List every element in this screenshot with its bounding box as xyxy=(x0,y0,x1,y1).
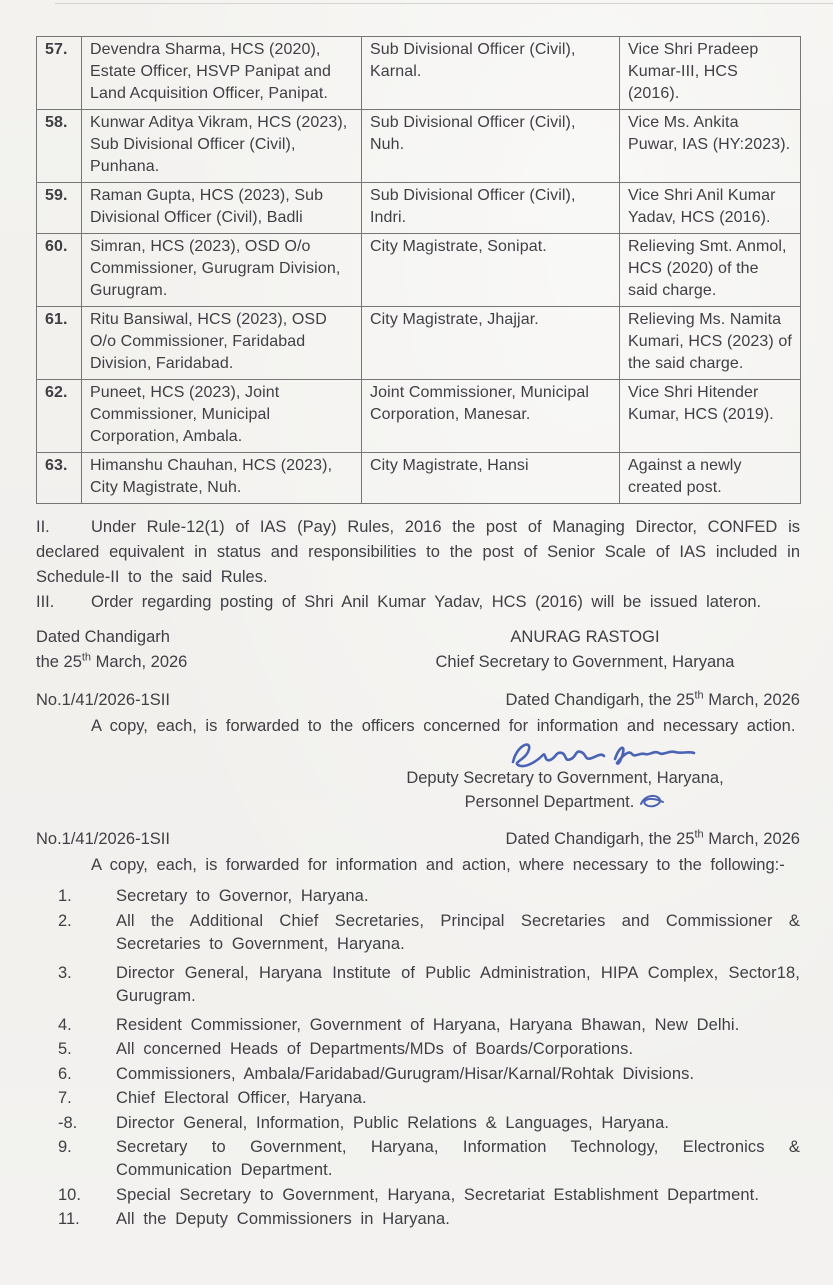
row-remarks: Relieving Smt. Anmol, HCS (2020) of the said charge. xyxy=(620,234,801,307)
row-serial: 57. xyxy=(37,37,82,110)
row-remarks: Against a newly created post. xyxy=(620,453,801,504)
table-row xyxy=(37,380,801,453)
list-item-text: All the Deputy Commissioners in Haryana. xyxy=(116,1210,450,1228)
list-item xyxy=(36,1208,800,1231)
table-row xyxy=(37,37,801,110)
row-officer: Himanshu Chauhan, HCS (2023), City Magistrate, Nuh. xyxy=(82,453,362,504)
signer-title: Chief Secretary to Government, Haryana xyxy=(435,653,735,671)
row-officer: Ritu Bansiwal, HCS (2023), OSD O/o Commissioner, Faridabad Division, Faridabad. xyxy=(82,307,362,380)
list-item-number: 6. xyxy=(58,1064,72,1083)
row-serial: 61. xyxy=(37,307,82,380)
list-item-text: All the Additional Chief Secretaries, Principal Secretaries and Commissioner & Secretaries to Government, Haryana. xyxy=(116,911,800,953)
list-item-text: Secretary to Government, Haryana, Information Technology, Electronics & Communication Department. xyxy=(116,1138,800,1179)
list-item-number: 9. xyxy=(58,1138,72,1156)
row-new-posting: Sub Divisional Officer (Civil), Indri. xyxy=(362,183,620,234)
row-remarks: Vice Shri Anil Kumar Yadav, HCS (2016). xyxy=(620,183,801,234)
list-item-text: Commissioners, Ambala/Faridabad/Gurugram/Hisar/Karnal/Rohtak Divisions. xyxy=(116,1064,695,1083)
list-item-number: 3. xyxy=(58,963,72,982)
page-top-edge-line xyxy=(55,3,833,4)
signoff-place-date xyxy=(36,625,187,675)
row-officer: Raman Gupta, HCS (2023), Sub Divisional Officer (Civil), Badli xyxy=(82,183,362,234)
row-remarks: Relieving Ms. Namita Kumari, HCS (2023) of the said charge. xyxy=(620,307,801,380)
row-officer: Simran, HCS (2023), OSD O/o Commissioner, Gurugram Division, Gurugram. xyxy=(82,234,362,307)
row-serial: 60. xyxy=(37,234,82,307)
transfer-table xyxy=(36,36,801,504)
list-item xyxy=(36,1063,800,1086)
list-item xyxy=(36,885,800,908)
personnel-department-line: Personnel Department. xyxy=(330,790,800,814)
table-row xyxy=(37,183,801,234)
list-item-number: 1. xyxy=(58,887,72,905)
paragraph-ii-text: Under Rule-12(1) of IAS (Pay) Rules, 2016 the post of Managing Director, CONFED is declared equivalent in status and responsibilities to the post of Senior Scale of IAS included in Schedule-II to the said Rules. xyxy=(36,518,800,586)
list-item-number: -8. xyxy=(58,1113,78,1132)
endorsement1-date: Dated Chandigarh, the 25th March, 2026 xyxy=(505,689,800,709)
list-item xyxy=(36,962,800,1008)
list-item-number: 10. xyxy=(58,1185,81,1204)
list-item xyxy=(36,1014,800,1037)
paragraph-iii xyxy=(36,590,800,615)
signing-authority xyxy=(370,625,800,675)
row-new-posting: Joint Commissioner, Municipal Corporation, Manesar. xyxy=(362,380,620,453)
list-item-text: Special Secretary to Government, Haryana, Secretariat Establishment Department. xyxy=(116,1185,760,1204)
table-row xyxy=(37,110,801,183)
list-item-text: Chief Electoral Officer, Haryana. xyxy=(116,1089,367,1107)
row-serial: 62. xyxy=(37,380,82,453)
row-remarks: Vice Ms. Ankita Puwar, IAS (HY:2023). xyxy=(620,110,801,183)
paragraph-ii xyxy=(36,515,800,590)
row-new-posting: Sub Divisional Officer (Civil), Karnal. xyxy=(362,37,620,110)
list-item-number: 5. xyxy=(58,1040,72,1058)
deputy-signature-block xyxy=(330,735,800,814)
endorsement1-ref-row xyxy=(36,688,800,712)
list-item xyxy=(36,1112,800,1135)
endorsement2-date: Dated Chandigarh, the 25th March, 2026 xyxy=(505,828,800,848)
row-serial: 58. xyxy=(37,110,82,183)
paragraph-iii-text: Order regarding posting of Shri Anil Kumar Yadav, HCS (2016) will be issued lateron. xyxy=(91,593,762,611)
paragraph-ii-numeral: II. xyxy=(36,518,50,536)
list-item-number: 4. xyxy=(58,1015,72,1034)
distribution-list xyxy=(36,885,800,1231)
list-item-text: Director General, Information, Public Relations & Languages, Haryana. xyxy=(116,1113,670,1132)
endorsement2-ref-number: No.1/41/2026-1SII xyxy=(36,830,170,848)
paragraph-iii-numeral: III. xyxy=(36,593,55,611)
signoff-block xyxy=(36,625,800,675)
list-item-number: 7. xyxy=(58,1089,72,1107)
ink-flourish-mark xyxy=(637,792,665,810)
list-item-text: Resident Commissioner, Government of Haryana, Haryana Bhawan, New Delhi. xyxy=(116,1015,740,1034)
list-item-number: 11. xyxy=(58,1210,80,1228)
list-item-text: Director General, Haryana Institute of Public Administration, HIPA Complex, Sector18, Gurugram. xyxy=(116,963,800,1005)
list-item-number: 2. xyxy=(58,911,72,930)
list-item xyxy=(36,1087,800,1110)
row-remarks: Vice Shri Pradeep Kumar-III, HCS (2016). xyxy=(620,37,801,110)
endorsement1-ref-number: No.1/41/2026-1SII xyxy=(36,691,170,709)
endorsement2-body: A copy, each, is forwarded for information and action, where necessary to the following:- xyxy=(91,856,785,874)
row-remarks: Vice Shri Hitender Kumar, HCS (2019). xyxy=(620,380,801,453)
row-new-posting: Sub Divisional Officer (Civil), Nuh. xyxy=(362,110,620,183)
row-serial: 63. xyxy=(37,453,82,504)
list-item xyxy=(36,910,800,956)
row-officer: Kunwar Aditya Vikram, HCS (2023), Sub Divisional Officer (Civil), Punhana. xyxy=(82,110,362,183)
list-item-text: Secretary to Governor, Haryana. xyxy=(116,887,369,905)
signoff-place: Dated Chandigarh xyxy=(36,628,170,646)
row-new-posting: City Magistrate, Sonipat. xyxy=(362,234,620,307)
list-item xyxy=(36,1184,800,1207)
signer-name: ANURAG RASTOGI xyxy=(510,628,660,646)
endorsement1-body: A copy, each, is forwarded to the officers concerned for information and necessary action. xyxy=(91,717,796,735)
table-row xyxy=(37,234,801,307)
list-item xyxy=(36,1136,800,1182)
row-serial: 59. xyxy=(37,183,82,234)
row-officer: Devendra Sharma, HCS (2020), Estate Officer, HSVP Panipat and Land Acquisition Officer, Panipat. xyxy=(82,37,362,110)
signoff-date: the 25th March, 2026 xyxy=(36,651,188,671)
deputy-secretary-line: Deputy Secretary to Government, Haryana, xyxy=(406,769,724,787)
table-row xyxy=(37,453,801,504)
endorsement2-ref-row xyxy=(36,827,800,851)
table-row xyxy=(37,307,801,380)
row-new-posting: City Magistrate, Jhajjar. xyxy=(362,307,620,380)
row-officer: Puneet, HCS (2023), Joint Commissioner, Municipal Corporation, Ambala. xyxy=(82,380,362,453)
list-item-text: All concerned Heads of Departments/MDs of Boards/Corporations. xyxy=(116,1040,634,1058)
row-new-posting: City Magistrate, Hansi xyxy=(362,453,620,504)
list-item xyxy=(36,1038,800,1061)
